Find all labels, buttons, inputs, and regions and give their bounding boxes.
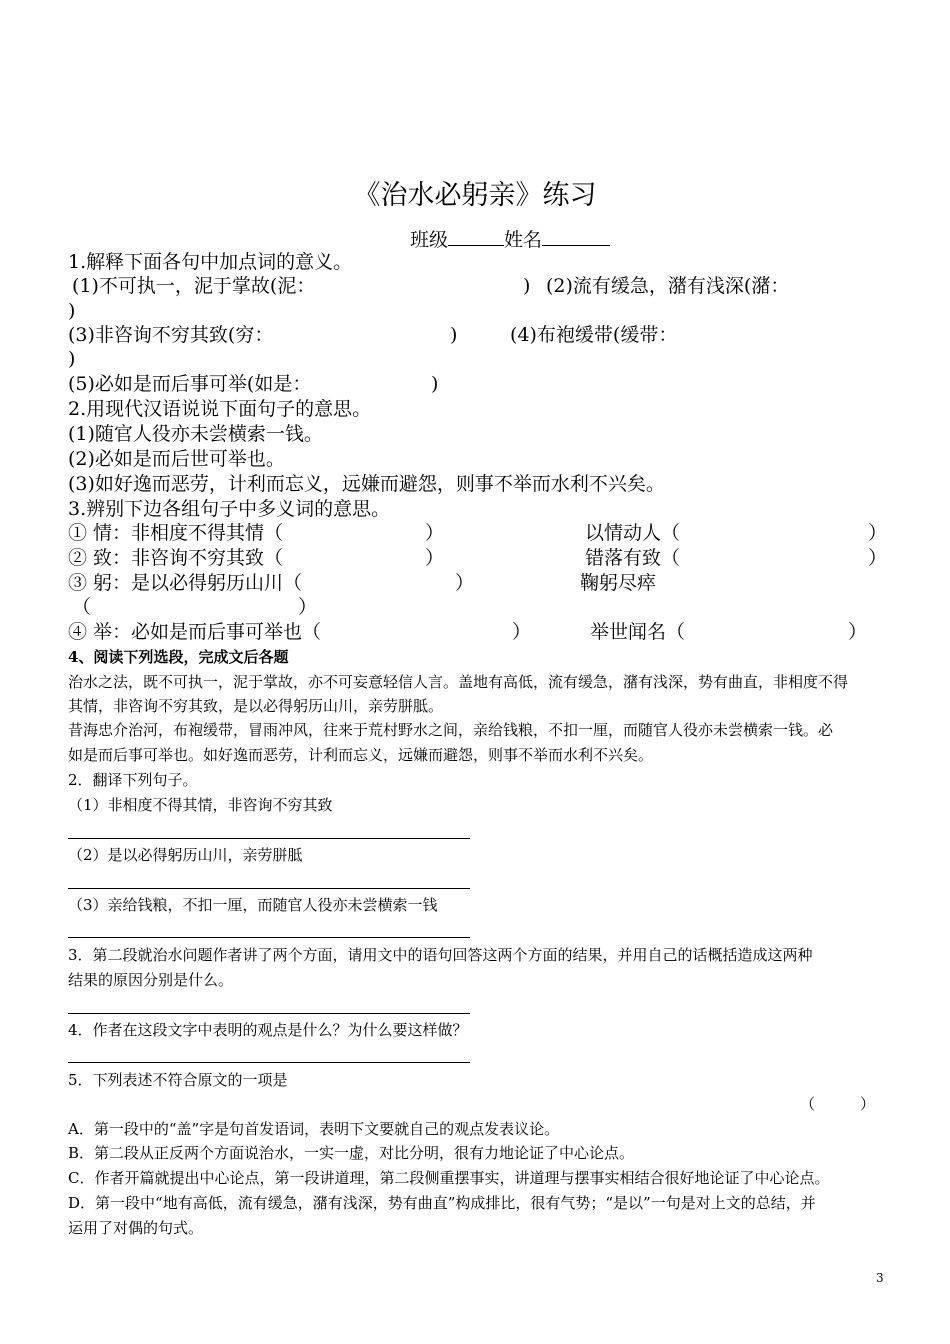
- q1-item1: (1)不可执一，泥于掌故(泥：: [72, 275, 316, 297]
- question5-answer-paren[interactable]: （ ）: [800, 1095, 876, 1113]
- q1-item3: (3)非咨询不穷其致(穷：: [68, 324, 274, 346]
- answer-line-1[interactable]: [68, 838, 470, 839]
- q1-item1-close: ): [523, 275, 531, 297]
- translate-heading: 2．翻译下列句子。: [68, 771, 198, 789]
- q1-item4: (4)布袍缓带(缓带：: [510, 324, 678, 346]
- question4: 4．作者在这段文字中表明的观点是什么？为什么要这样做？: [68, 1021, 468, 1039]
- q3-row3-right: 鞠躬尽瘁: [580, 572, 657, 594]
- passage-p2-line1: 昔海忠介治河，布袍缓带，冒雨冲风，往来于荒村野水之间，亲给钱粮，不扣一厘，而随官人役亦未尝横索一钱。必: [68, 721, 834, 739]
- name-label: 姓名: [504, 229, 543, 251]
- q3-row4-right-close: ）: [848, 621, 868, 643]
- q4-heading: 4、阅读下列选段，完成文后各题: [68, 648, 289, 666]
- passage-p2-line2: 如是而后事可举也。如好逸而恶劳，计利而忘义，远嫌而避怨，则事不举而水利不兴矣。: [68, 746, 654, 764]
- q1-item5-close: ): [431, 373, 439, 395]
- option-c: C．作者开篇就提出中心论点，第一段讲道理，第二段侧重摆事实，讲道理与摆事实相结合很好地论证了中心论点。: [68, 1169, 830, 1187]
- q3-row2-left: ② 致：非咨询不穷其致（: [68, 547, 284, 569]
- class-blank[interactable]: [448, 227, 504, 246]
- q3-row3-cont-close: ）: [298, 596, 318, 618]
- q3-row1-right: 以情动人（: [585, 522, 681, 544]
- question5: 5．下列表述不符合原文的一项是: [68, 1071, 288, 1089]
- q2-sentence1: (1)随官人役亦未尝横索一钱。: [68, 423, 323, 445]
- q1-item5: (5)必如是而后事可举(如是：: [68, 373, 312, 395]
- q3-row2-right: 错落有致（: [585, 547, 681, 569]
- q3-row4-right: 举世闻名（: [590, 621, 686, 643]
- question3-line1: 3．第二段就治水问题作者讲了两个方面，请用文中的语句回答这两个方面的结果，并用自己的话概括造成这两种: [68, 946, 813, 964]
- q3-row2-left-close: ）: [425, 547, 445, 569]
- q1-item3-close: ): [450, 324, 458, 346]
- q3-row3-cont-open: （: [72, 596, 92, 618]
- class-label: 班级: [410, 229, 449, 251]
- translate-item3: （3）亲给钱粮，不扣一厘，而随官人役亦未尝横索一钱: [68, 896, 438, 914]
- passage-p1-line1: 治水之法，既不可执一，泥于掌故，亦不可妄意轻信人言。盖地有高低，流有缓急，潴有浅深，势有曲直，非相度不得: [68, 673, 849, 691]
- q3-row2-right-close: ）: [868, 547, 888, 569]
- option-d-line1: D．第一段中“地有高低，流有缓急，潴有浅深，势有曲直”构成排比，很有气势；“是以”一句是对上文的总结，并: [68, 1194, 816, 1212]
- answer-line-5[interactable]: [68, 1062, 470, 1063]
- q3-row3-left-close: ）: [455, 572, 475, 594]
- q2-sentence3: (3)如好逸而恶劳，计利而忘义，远嫌而避怨，则事不举而水利不兴矣。: [68, 473, 665, 495]
- translate-item2: （2）是以必得躬历山川，亲劳胼胝: [68, 846, 303, 864]
- q3-row4-left-close: ）: [512, 621, 532, 643]
- page-title: 《治水必躬亲》练习: [353, 180, 597, 211]
- answer-line-3[interactable]: [68, 937, 470, 938]
- q3-row3-left: ③ 躬：是以必得躬历山川（: [68, 572, 303, 594]
- q3-row1-right-close: ）: [868, 522, 888, 544]
- q1-item4-close: ): [68, 348, 76, 370]
- q3-row4-left: ④ 举：必如是而后事可举也（: [68, 621, 322, 643]
- answer-line-4[interactable]: [68, 1013, 470, 1014]
- q1-heading: 1.解释下面各句中加点词的意义。: [68, 251, 353, 273]
- option-b: B．第二段从正反两个方面说治水，一实一虚，对比分明，很有力地论证了中心论点。: [68, 1144, 635, 1162]
- option-a: A．第一段中的“盖”字是句首发语词，表明下文要就自己的观点发表议论。: [68, 1120, 560, 1138]
- q2-heading: 2.用现代汉语说说下面句子的意思。: [68, 398, 372, 420]
- translate-item1: （1）非相度不得其情，非咨询不穷其致: [68, 796, 333, 814]
- name-blank[interactable]: [542, 227, 610, 246]
- q1-item2-close: ): [68, 300, 76, 322]
- option-d-line2: 运用了对偶的句式。: [68, 1219, 204, 1237]
- question3-line2: 结果的原因分别是什么。: [68, 971, 234, 989]
- q3-heading: 3.辨别下边各组句子中多义词的意思。: [68, 498, 391, 520]
- page-number: 3: [876, 1271, 884, 1285]
- q3-row1-left: ① 情：非相度不得其情（: [68, 522, 284, 544]
- student-info: [410, 227, 610, 250]
- passage-p1-line2: 其情，非咨询不穷其致，是以必得躬历山川，亲劳胼胝。: [68, 697, 444, 715]
- q2-sentence2: (2)必如是而后世可举也。: [68, 448, 285, 470]
- q3-row1-left-close: ）: [425, 522, 445, 544]
- q1-item2: (2)流有缓急，潴有浅深(潴：: [546, 275, 790, 297]
- answer-line-2[interactable]: [68, 888, 470, 889]
